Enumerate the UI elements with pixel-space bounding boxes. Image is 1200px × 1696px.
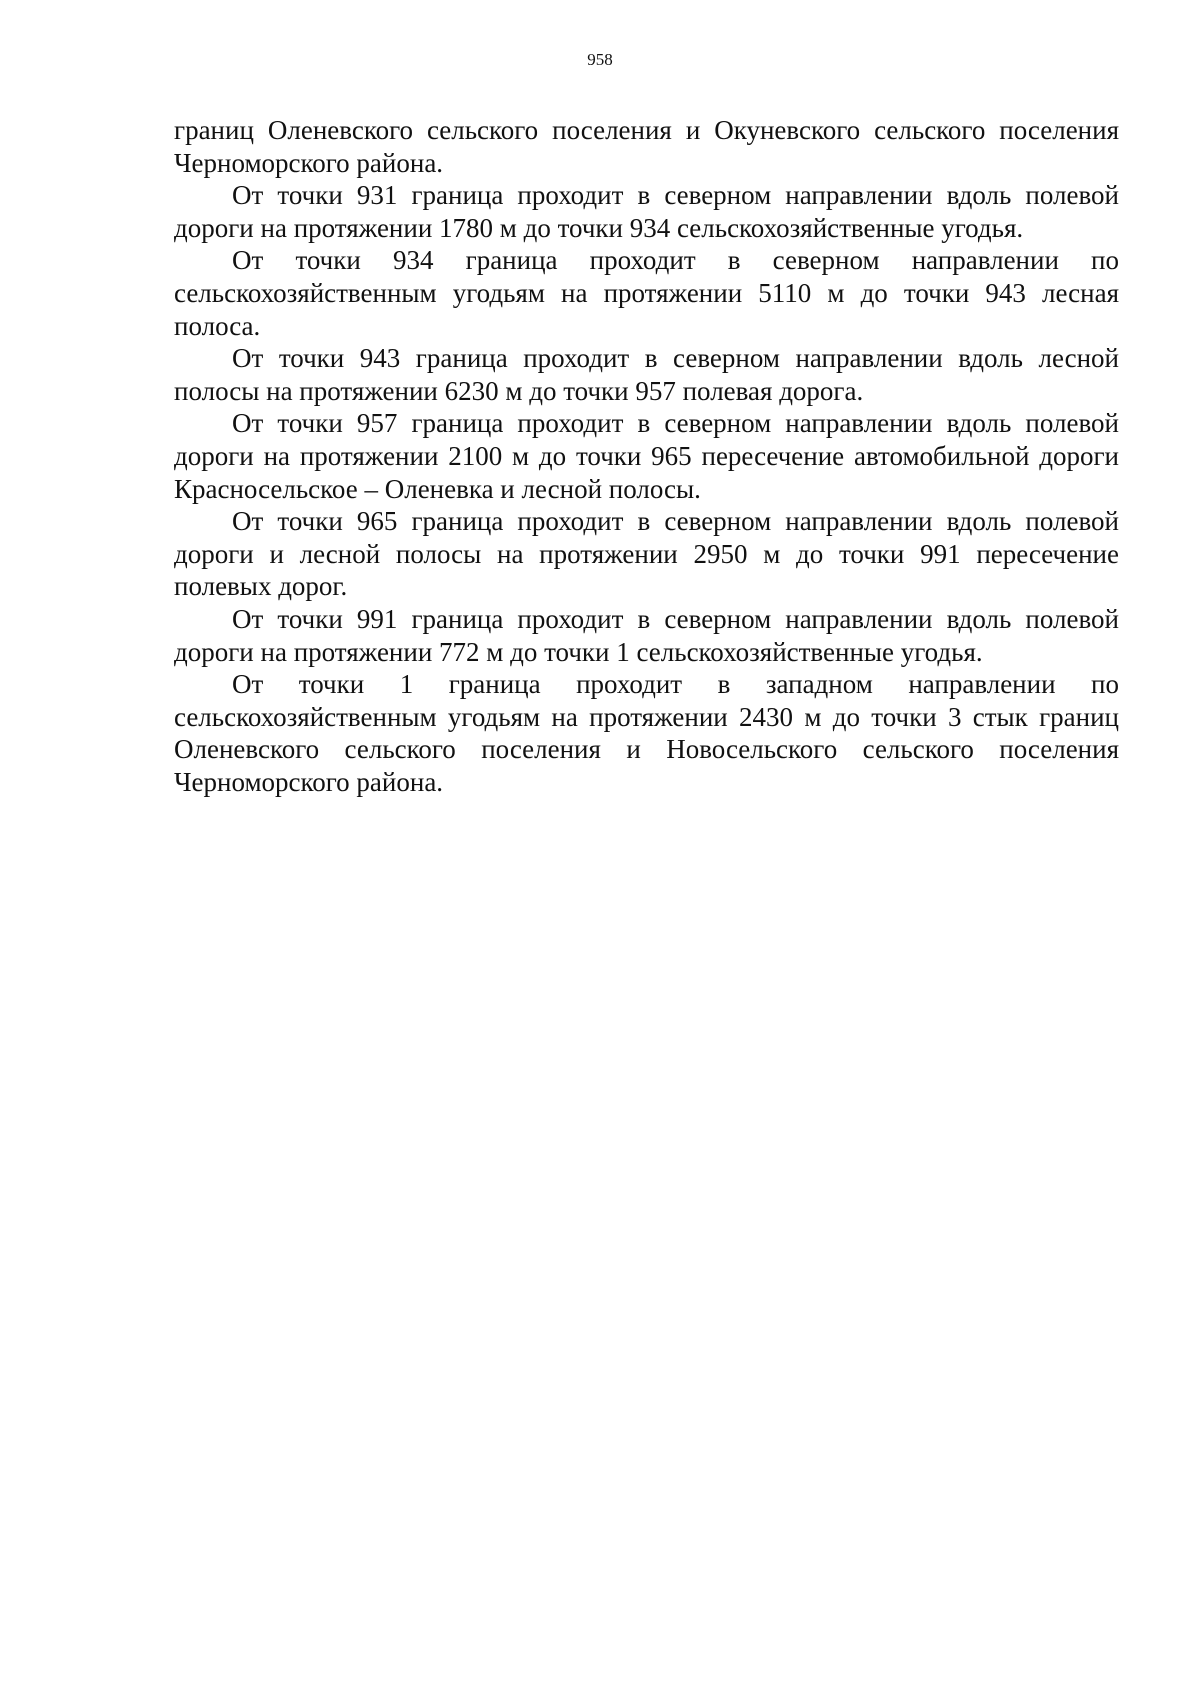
paragraph-1: границ Оленевского сельского поселения и Окуневского сельского поселения Черноморского района. xyxy=(174,115,1119,178)
paragraph-7: От точки 991 граница проходит в северном направлении вдоль полевой дороги на протяжении 772 м до точки 1 сельскохозяйственные угодья. xyxy=(174,603,1119,667)
document-body xyxy=(174,114,1119,798)
paragraph-3: От точки 934 граница проходит в северном направлении по сельскохозяйственным угодьям на протяжении 5110 м до точки 943 лесная полоса. xyxy=(174,245,1119,341)
paragraph-4: От точки 943 граница проходит в северном направлении вдоль лесной полосы на протяжении 6230 м до точки 957 полевая дорога. xyxy=(174,343,1119,406)
paragraph-2: От точки 931 граница проходит в северном направлении вдоль полевой дороги на протяжении 1780 м до точки 934 сельскохозяйственные угодья. xyxy=(174,180,1119,243)
paragraph-6: От точки 965 граница проходит в северном направлении вдоль полевой дороги и лесной полосы на протяжении 2950 м до точки 991 пересечение полевых дорог. xyxy=(174,506,1119,602)
page-number: 958 xyxy=(587,50,613,69)
paragraph-8: От точки 1 граница проходит в западном направлении по сельскохозяйственным угодьям на протяжении 2430 м до точки 3 стык границ Оленевского сельского поселения и Новосельского сельского поселения Черноморского района. xyxy=(174,669,1119,797)
paragraph-5: От точки 957 граница проходит в северном направлении вдоль полевой дороги на протяжении 2100 м до точки 965 пересечение автомобильной дороги Красносельское – Оленевка и лесной полосы. xyxy=(174,408,1119,504)
